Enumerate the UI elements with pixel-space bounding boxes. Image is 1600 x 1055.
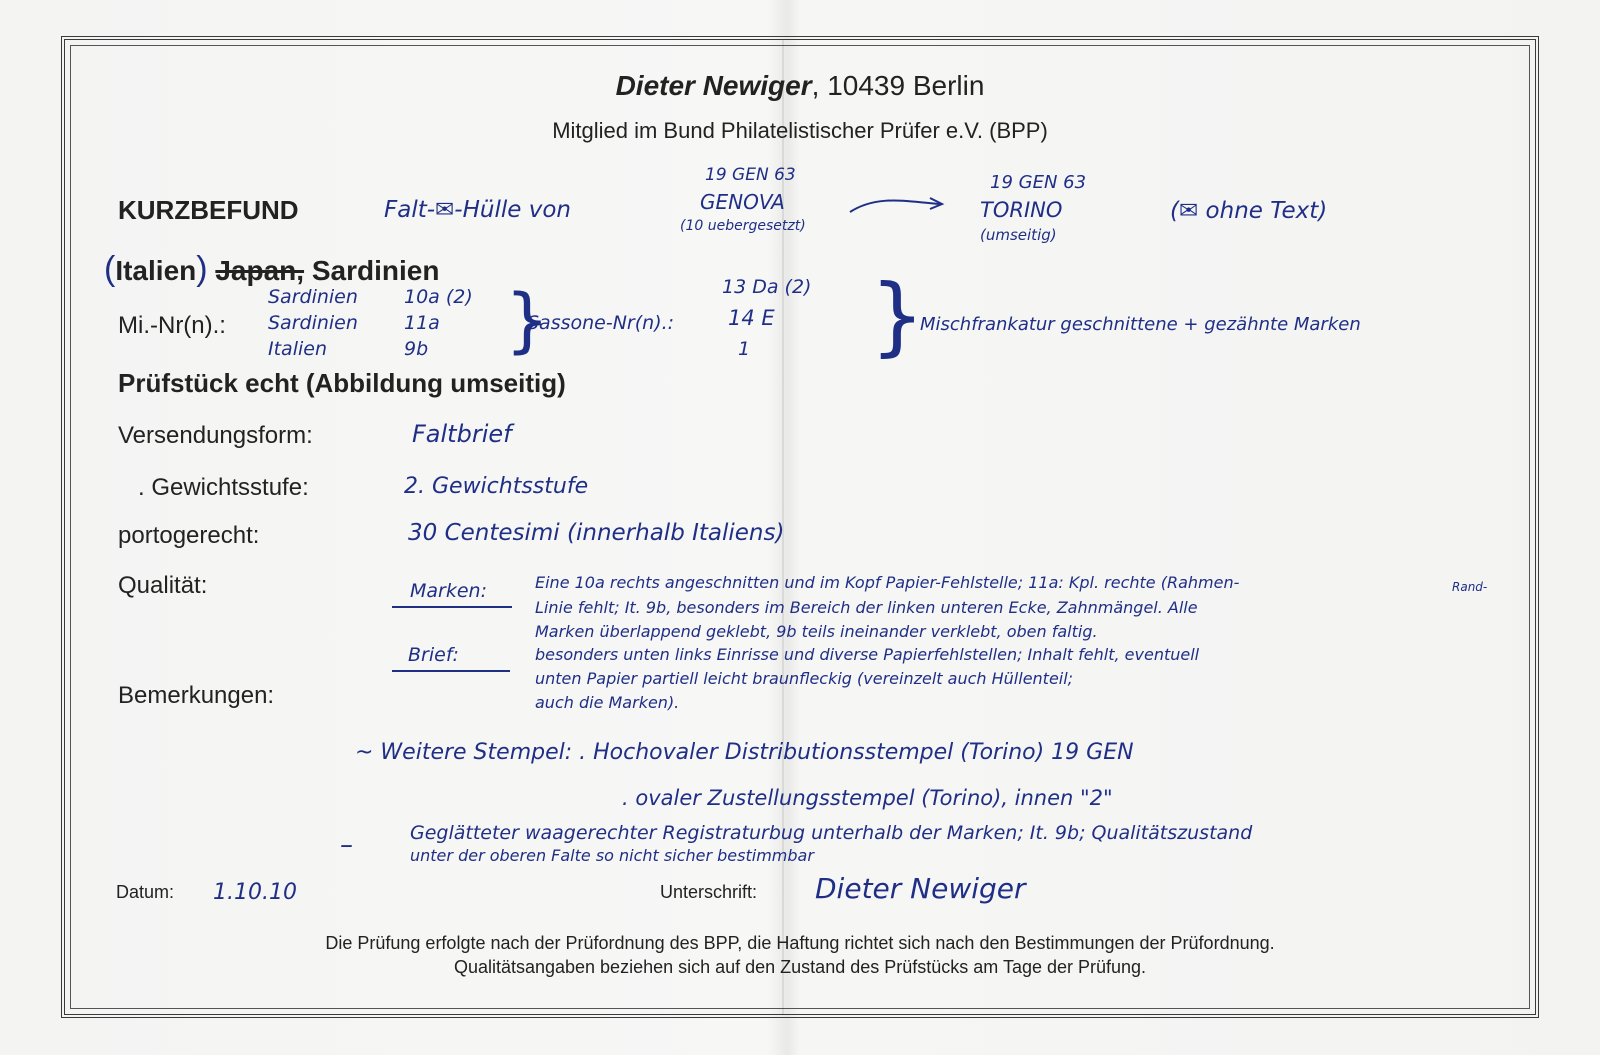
datum-label: Datum: (116, 882, 175, 902)
kurzbefund-label: KURZBEFUND (118, 195, 299, 225)
mi-nr-note: Mischfrankatur geschnittene + gezähnte Marken (920, 314, 1361, 335)
brace-icon: } (505, 279, 550, 361)
brief-line: auch die Marken). (535, 693, 680, 712)
sassone-number: 1 (738, 338, 751, 360)
mi-nr-row-number: 11a (404, 312, 440, 334)
arrow-icon (848, 190, 948, 220)
kurzbefund-text: Falt-✉-Hülle von (384, 197, 571, 223)
brief-line: unten Papier partiell leicht braunfleckig (vereinzelt auch Hüllenteil; (535, 669, 1074, 688)
bemerkung-line: ~ Weitere Stempel: . Hochovaler Distributionsstempel (Torino) 19 GEN (355, 740, 1134, 765)
marken-underline (392, 606, 512, 608)
from-city: GENOVA (700, 190, 785, 214)
mi-nr-row-number: 10a (2) (404, 286, 473, 308)
bemerkungen-label: Bemerkungen: (118, 682, 275, 709)
from-stamp-date: 19 GEN 63 (705, 165, 796, 185)
brief-label: Brief: (408, 644, 459, 666)
footer-line: Die Prüfung erfolgte nach der Prüfordnung des BPP, die Haftung richtet sich nach den Bestimmungen der Prüfordnung. (325, 933, 1275, 953)
issuer-membership: Mitglied im Bund Philatelistischer Prüfer e.V. (BPP) (552, 118, 1048, 143)
bemerkung-line: Geglätteter waagerechter Registraturbug unterhalb der Marken; It. 9b; Qualitätszustand (410, 822, 1253, 844)
bemerkung-dash: – (340, 830, 353, 860)
mi-nr-row-country: Sardinien (268, 286, 358, 308)
mi-nr-row-number: 9b (404, 338, 429, 360)
marken-line: Marken überlappend geklebt, 9b teils ineinander verklebt, oben faltig. (535, 622, 1098, 641)
marken-line: Linie fehlt; It. 9b, besonders im Bereich der linken unteren Ecke, Zahnmängel. Alle (535, 598, 1198, 617)
porto-value: 30 Centesimi (innerhalb Italiens) (408, 520, 785, 546)
versendungsform-label: Versendungsform: (118, 422, 313, 449)
issuer-city: , 10439 Berlin (811, 70, 985, 101)
kurzbefund-extra: (✉ ohne Text) (1170, 198, 1328, 224)
bemerkung-line: unter der oberen Falte so nicht sicher bestimmbar (410, 846, 814, 865)
porto-label: portogerecht: (118, 522, 260, 549)
qualitaet-label: Qualität: (118, 572, 208, 599)
bemerkung-line: . ovaler Zustellungsstempel (Torino), innen "2" (622, 786, 1113, 810)
bracket-open: ( (104, 250, 116, 288)
brief-underline (392, 670, 510, 672)
mi-nr-row-country: Sardinien (268, 312, 358, 334)
versendungsform-value: Faltbrief (412, 420, 512, 448)
marken-randlinie: Rand- (1452, 580, 1488, 594)
country-japan-struck: Japan, (215, 255, 305, 286)
mi-nr-row-country: Italien (268, 338, 327, 360)
bracket-close: ) (196, 250, 208, 288)
country-sardinien: Sardinien (311, 255, 440, 286)
datum-value: 1.10.10 (213, 880, 297, 905)
to-city: TORINO (980, 198, 1063, 222)
footer-line: Qualitätsangaben beziehen sich auf den Zustand des Prüfstücks am Tage der Prüfung. (453, 957, 1147, 977)
to-note: (umseitig) (980, 226, 1057, 244)
pruefstueck-heading: Prüfstück echt (Abbildung umseitig) (118, 368, 566, 398)
brief-line: besonders unten links Einrisse und diverse Papierfehlstellen; Inhalt fehlt, eventuell (535, 645, 1200, 664)
unterschrift-label: Unterschrift: (660, 882, 758, 902)
to-stamp-date: 19 GEN 63 (990, 172, 1087, 193)
sassone-number: 14 E (728, 306, 775, 330)
signature: Dieter Newiger (815, 872, 1026, 905)
brace-icon: } (870, 266, 925, 366)
issuer-name: Dieter Newiger (615, 70, 812, 101)
gewicht-value: 2. Gewichtsstufe (404, 474, 589, 499)
gewicht-label: . Gewichtsstufe: (138, 474, 309, 501)
country-line (104, 250, 439, 289)
country-italien: Italien (115, 255, 197, 286)
marken-label: Marken: (410, 580, 487, 602)
issuer-heading (0, 70, 1600, 102)
from-note: (10 uebergesetzt) (680, 218, 806, 234)
mi-nr-label: Mi.-Nr(n).: (118, 312, 226, 339)
sassone-label: Sassone-Nr(n).: (527, 312, 675, 334)
marken-line: Eine 10a rechts angeschnitten und im Kopf Papier-Fehlstelle; 11a: Kpl. rechte (Rahmen- (535, 573, 1240, 592)
sassone-number: 13 Da (2) (722, 276, 812, 298)
